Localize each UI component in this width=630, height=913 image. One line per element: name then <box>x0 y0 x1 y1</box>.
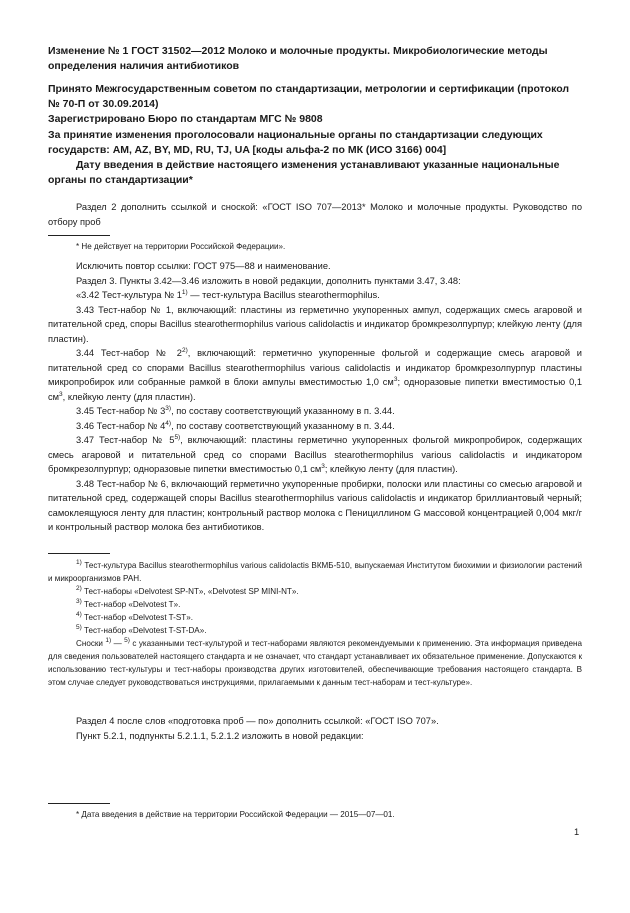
footnote-text: Тест-культура Bacillus stearothermophilus various calidolactis ВКМБ-510, выпускаемая Институтом биохимии и физиологии растений и микроорганизмов РАН. <box>48 561 582 583</box>
section-4-change: Раздел 4 после слов «подготовка проб — по» дополнить ссылкой: «ГОСТ ISO 707». <box>76 716 439 726</box>
section-3-footnotes <box>48 559 582 689</box>
footnote-ref: 2) <box>181 347 188 354</box>
footnote-text: Тест-набор «Delvotest T-ST-DA». <box>84 626 207 635</box>
item-text: 3.46 Тест-набор № 4 <box>76 420 166 431</box>
superscript: 3 <box>393 376 398 383</box>
item-3-47 <box>48 433 582 477</box>
item-text: «3.42 Тест-культура № 1 <box>76 290 182 300</box>
effective-date-note <box>48 158 582 188</box>
section-2-change: Раздел 2 дополнить ссылкой и сноской: «ГОСТ ISO 707—2013* Молоко и молочные продукты. Руководство по отбору проб <box>48 202 582 227</box>
item-text: , по составу соответствующий указанному в п. 3.44. <box>171 420 395 431</box>
section-3-body <box>48 259 582 535</box>
remark-text: — <box>111 639 125 648</box>
footnote-mark: 1) <box>76 559 82 566</box>
item-text: , по составу соответствующий указанному в п. 3.44. <box>171 406 395 416</box>
footnote-3 <box>48 598 582 611</box>
superscript: 3 <box>59 390 63 398</box>
footnote-mark: 4) <box>76 611 82 618</box>
footnote-ref: 4) <box>165 419 172 427</box>
item-3-42 <box>48 288 582 303</box>
item-text: , клейкую ленту (для пластин). <box>62 391 196 402</box>
footnote-mark: 1) <box>105 637 112 644</box>
section-5-change: Пункт 5.2.1, подпункты 5.2.1.1, 5.2.1.2 изложить в новой редакции: <box>76 730 364 741</box>
effective-date-footnote: * Дата введения в действие на территории Российской Федерации — 2015—07—01. <box>76 810 395 819</box>
amendment-title: Изменение № 1 ГОСТ 31502—2012 Молоко и молочные продукты. Микробиологические методы определения наличия антибиотиков <box>48 45 548 72</box>
footnote-5 <box>48 624 582 637</box>
remark-text: с указанными тест-культурой и тест-наборами являются рекомендуемыми к применению. Эта информация приведена для сведения пользователей настоящего стандарта и не означает, что стандарт устанавливает их обязательное применение. Допускаются к использованию тест-культуры и тест-наборы производства других изготовителей, обеспечивающие требования настоящего стандарта. В этом случае следует руководствоваться инструкциями, прилагаемыми к данным тест-наборам и тест-культуре». <box>48 639 582 687</box>
item-text: , включающий: пластины герметично укупоренных фольгой микропробирок, содержащих смесь агаровой и питательной сред со спорами Bacillus stearothermophilus various calidolactis и индикатором бромкрезолпурпур; одноразовые пипетки вместимостью 0,1 см <box>48 435 582 474</box>
footnote-mark: 3) <box>76 598 82 605</box>
footnote-divider <box>48 235 110 236</box>
page-number: 1 <box>574 827 580 837</box>
adoption-note: Принято Межгосударственным советом по стандартизации, метрологии и сертификации (протокол № 70-П от 30.09.2014) <box>48 83 570 110</box>
effective-date-star: * <box>188 174 193 186</box>
section-4-5-changes <box>48 714 582 743</box>
footnote-text: Тест-набор «Delvotest T». <box>84 600 181 609</box>
section-2-footnote: * Не действует на территории Российской Федерации». <box>76 242 286 251</box>
footnote-text: Тест-наборы «Delvotest SP-NT», «Delvotest SP MINI-NT». <box>84 587 299 596</box>
superscript: 3 <box>321 463 325 470</box>
effective-date-text: Дату введения в действие настоящего изменения устанавливают указанные национальные органы по стандартизации <box>48 159 560 186</box>
footnote-ref: 1) <box>181 289 188 296</box>
item-text: , включающий: герметично укупоренные фольгой и содержащие смесь агаровой и питательной сред со спорами Bacillus stearothermophilus various calidolactis и индикатор бромкрезолпурпур пластины микропробирок или собранные рамкой в блоки ампулы вместимостью 1,0 см <box>48 348 582 387</box>
footnote-ref: 5) <box>174 434 181 441</box>
footnote-divider <box>48 803 110 804</box>
paragraph: Исключить повтор ссылки: ГОСТ 975—88 и наименование. <box>76 261 331 271</box>
item-text: 3.44 Тест-набор № 2 <box>76 348 182 358</box>
footnote-ref: 3) <box>165 405 172 412</box>
footnote-4 <box>48 611 582 624</box>
item-text: ; клейкую ленту (для пластин). <box>324 464 458 474</box>
item-3-46 <box>48 419 582 434</box>
footnotes-remark <box>48 637 582 689</box>
item-3-44 <box>48 346 582 404</box>
item-text: 3.45 Тест-набор № 3 <box>76 406 166 416</box>
item-text: ; одноразовые пипетки вместимостью 0,1 см <box>48 377 582 402</box>
paragraph: Раздел 3. Пункты 3.42—3.46 изложить в новой редакции, дополнить пунктами 3.47, 3.48: <box>76 275 461 286</box>
footnote-text: Тест-набор «Delvotest T-ST». <box>84 613 193 622</box>
footnote-mark: 5) <box>124 637 130 644</box>
footnote-divider <box>48 553 110 554</box>
registration-note: Зарегистрировано Бюро по стандартам МГС № 9808 <box>48 113 323 125</box>
item-text: 3.47 Тест-набор № 5 <box>76 435 175 445</box>
footnote-mark: 5) <box>76 624 82 631</box>
footnote-2 <box>48 585 582 598</box>
voting-note: За принятие изменения проголосовали национальные органы по стандартизации следующих государств: AM, AZ, BY, MD, RU, TJ, UA [коды альфа-2 по МК (ИСО 3166) 004] <box>48 129 543 156</box>
item-3-43: 3.43 Тест-набор № 1, включающий: пластины из герметично укупоренных ампул, содержащих смесь агаровой и питательной сред, споры Bacillus stearothermophilus various calidolactis и индикатор бромкрезолпурпур; клейкую ленту (для пластин). <box>48 304 582 344</box>
item-3-45 <box>48 404 582 419</box>
item-text: — тест-культура Bacillus stearothermophilus. <box>187 290 380 300</box>
footnote-mark: 2) <box>76 585 82 592</box>
item-3-48: 3.48 Тест-набор № 6, включающий герметично укупоренные пробирки, полоски или пластины со смесью агаровой и питательной сред, содержащей споры Bacillus stearothermophilus various calidolactis и индикатор бриллиантовый черный; самоклеящуюся ленту для пластин; контрольный раствор молока с Пенициллином G массовой концентрацией 0,004 мкг/г и контрольный раствор молока без антибиотиков. <box>48 478 582 532</box>
footnote-1 <box>48 559 582 585</box>
remark-text: Сноски <box>76 639 106 648</box>
